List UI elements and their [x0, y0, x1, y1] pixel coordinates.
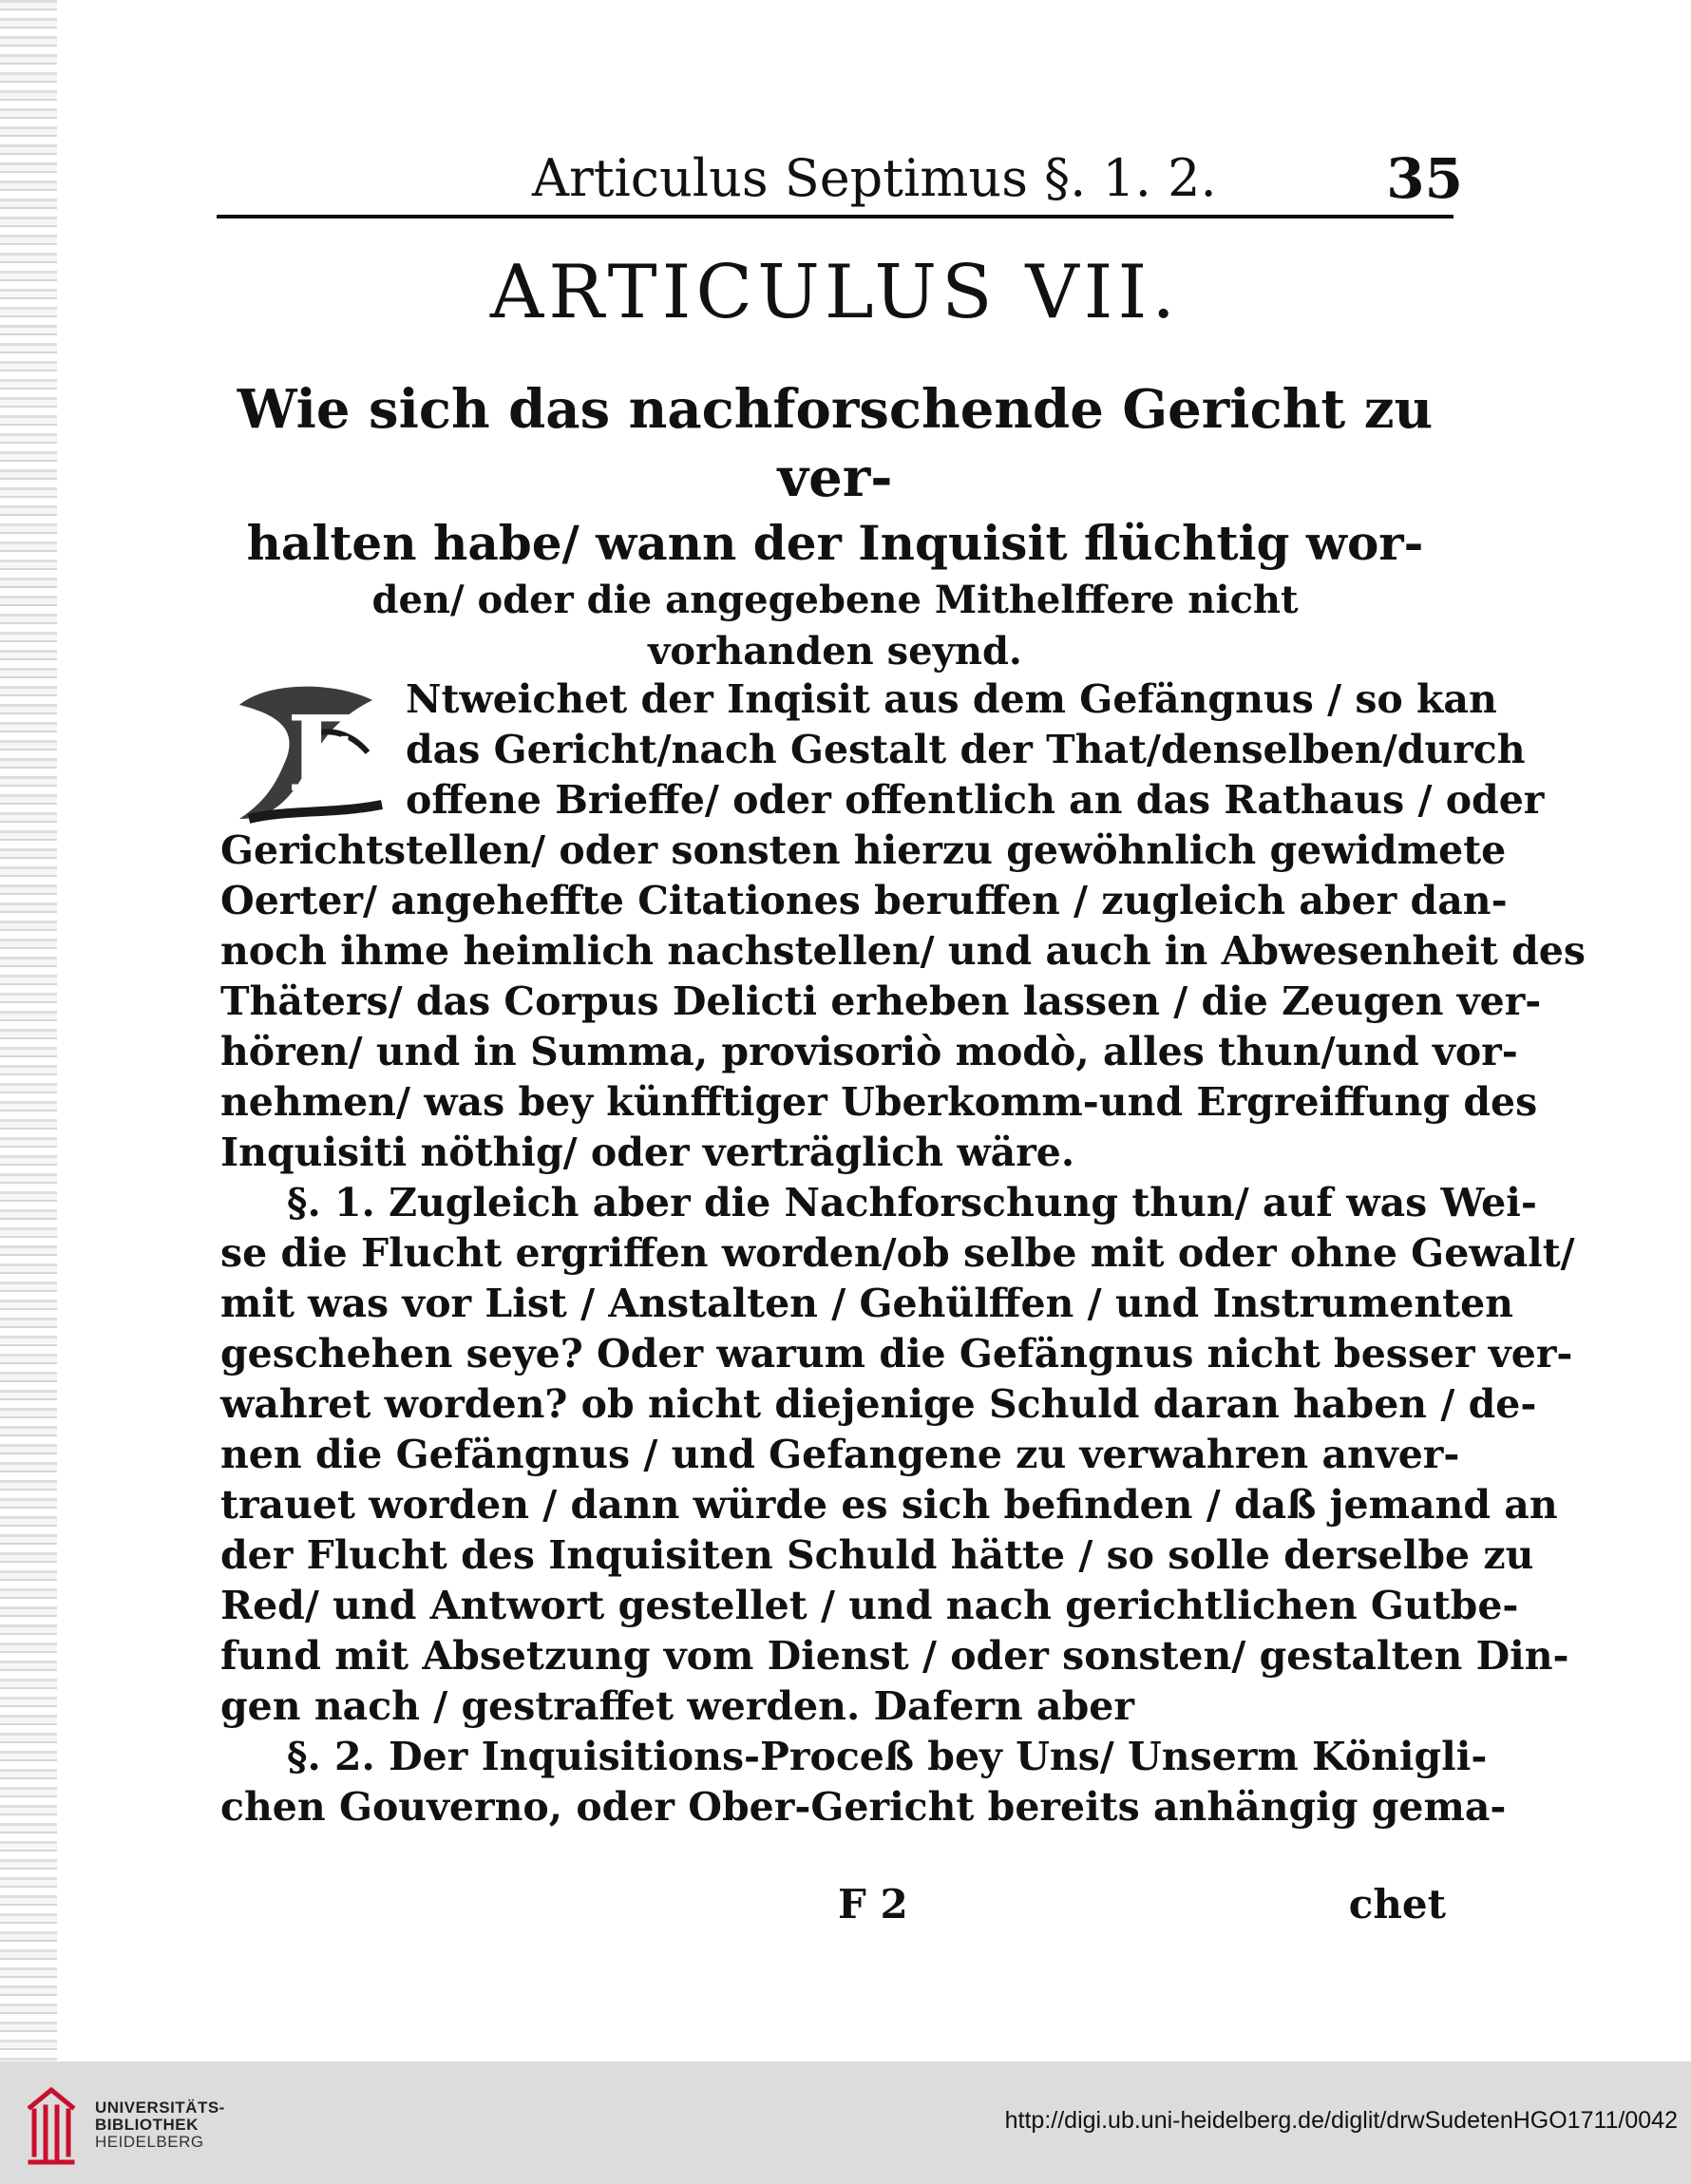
library-name-line: HEIDELBERG [95, 2133, 204, 2151]
body-line: wahret worden? ob nicht diejenige Schuld daran haben / de- [220, 1381, 1537, 1427]
scan-binding-edge [0, 0, 57, 2061]
page-number: 35 [1386, 146, 1463, 211]
body-line: hören/ und in Summa, provisoriò modò, alles thun/und vor- [220, 1029, 1518, 1074]
body-line: se die Flucht ergriffen worden/ob selbe mit oder ohne Gewalt/ [220, 1230, 1575, 1276]
body-line: chen Gouverno, oder Ober-Gericht bereits anhängig gema- [220, 1784, 1507, 1830]
body-line: mit was vor List / Anstalten / Gehülffen / und Instrumenten [220, 1281, 1513, 1326]
ub-heidelberg-logo-icon[interactable] [23, 2079, 80, 2168]
ornament-initial-icon [220, 676, 391, 828]
body-line: Thäters/ das Corpus Delicti erheben lassen / die Zeugen ver- [220, 978, 1542, 1024]
body-line: Gerichtstellen/ oder sonsten hierzu gewöhnlich gewidmete [220, 827, 1507, 873]
running-head [532, 141, 1463, 217]
catchword: chet [1348, 1881, 1446, 1928]
subtitle-line: vorhanden seynd. [648, 629, 1022, 674]
subtitle-line: halten habe/ wann der Inquisit flüchtig wor- [246, 515, 1424, 571]
body-line: das Gericht/nach Gestalt der That/denselben/durch [406, 727, 1526, 772]
body-text [220, 674, 1586, 1833]
body-line: noch ihme heimlich nachstellen/ und auch in Abwesenheit des [220, 928, 1586, 974]
library-name-line: UNIVERSITÄTS- [95, 2099, 225, 2117]
library-name[interactable] [95, 2099, 225, 2151]
chapter-subtitle [217, 375, 1454, 677]
body-line: geschehen seye? Oder warum die Gefängnus nicht besser ver- [220, 1331, 1573, 1377]
chapter-title: ARTICULUS VII. [489, 250, 1181, 335]
body-line: fund mit Absetzung vom Dienst / oder sonsten/ gestalten Din- [220, 1633, 1569, 1679]
body-line: §. 1. Zugleich aber die Nachforschung thun/ auf was Wei- [287, 1180, 1537, 1225]
subtitle-line: Wie sich das nachforschende Gericht zu ver- [237, 378, 1434, 509]
header-rule [217, 215, 1454, 218]
viewer-footer [0, 2061, 1691, 2184]
body-line: Red/ und Antwort gestellet / und nach gerichtlichen Gutbe- [220, 1583, 1519, 1628]
source-url-link[interactable]: http://digi.ub.uni-heidelberg.de/diglit/drwSudetenHGO1711/0042 [1004, 2107, 1678, 2134]
body-line: nen die Gefängnus / und Gefangene zu verwahren anver- [220, 1432, 1460, 1477]
body-line: §. 2. Der Inquisitions-Proceß bey Uns/ Unserm Königli- [287, 1734, 1488, 1779]
body-line: Inquisiti nöthig/ oder verträglich wäre. [220, 1130, 1075, 1175]
catchword-line [220, 1876, 1446, 1933]
running-title: Articulus Septimus §. 1. 2. [532, 148, 1217, 208]
initial-letter: E [287, 693, 367, 815]
body-line: offene Brieffe/ oder offentlich an das Rathaus / oder [406, 777, 1545, 823]
body-line: trauet worden / dann würde es sich befinden / daß jemand an [220, 1482, 1558, 1528]
signature-mark: F 2 [838, 1881, 908, 1928]
body-line: gen nach / gestraffet werden. Dafern aber [220, 1683, 1134, 1729]
subtitle-line: den/ oder die angegebene Mithelffere nicht [371, 578, 1299, 622]
library-name-line: BIBLIOTHEK [95, 2116, 199, 2134]
decorated-initial [220, 676, 391, 828]
body-line: der Flucht des Inquisiten Schuld hätte / so solle derselbe zu [220, 1532, 1534, 1578]
body-line: Ntweichet der Inqisit aus dem Gefängnus / so kan [406, 676, 1497, 722]
body-line: Oerter/ angeheffte Citationes beruffen / zugleich aber dan- [220, 878, 1508, 923]
body-line: nehmen/ was bey künfftiger Uberkomm-und Ergreiffung des [220, 1079, 1538, 1125]
